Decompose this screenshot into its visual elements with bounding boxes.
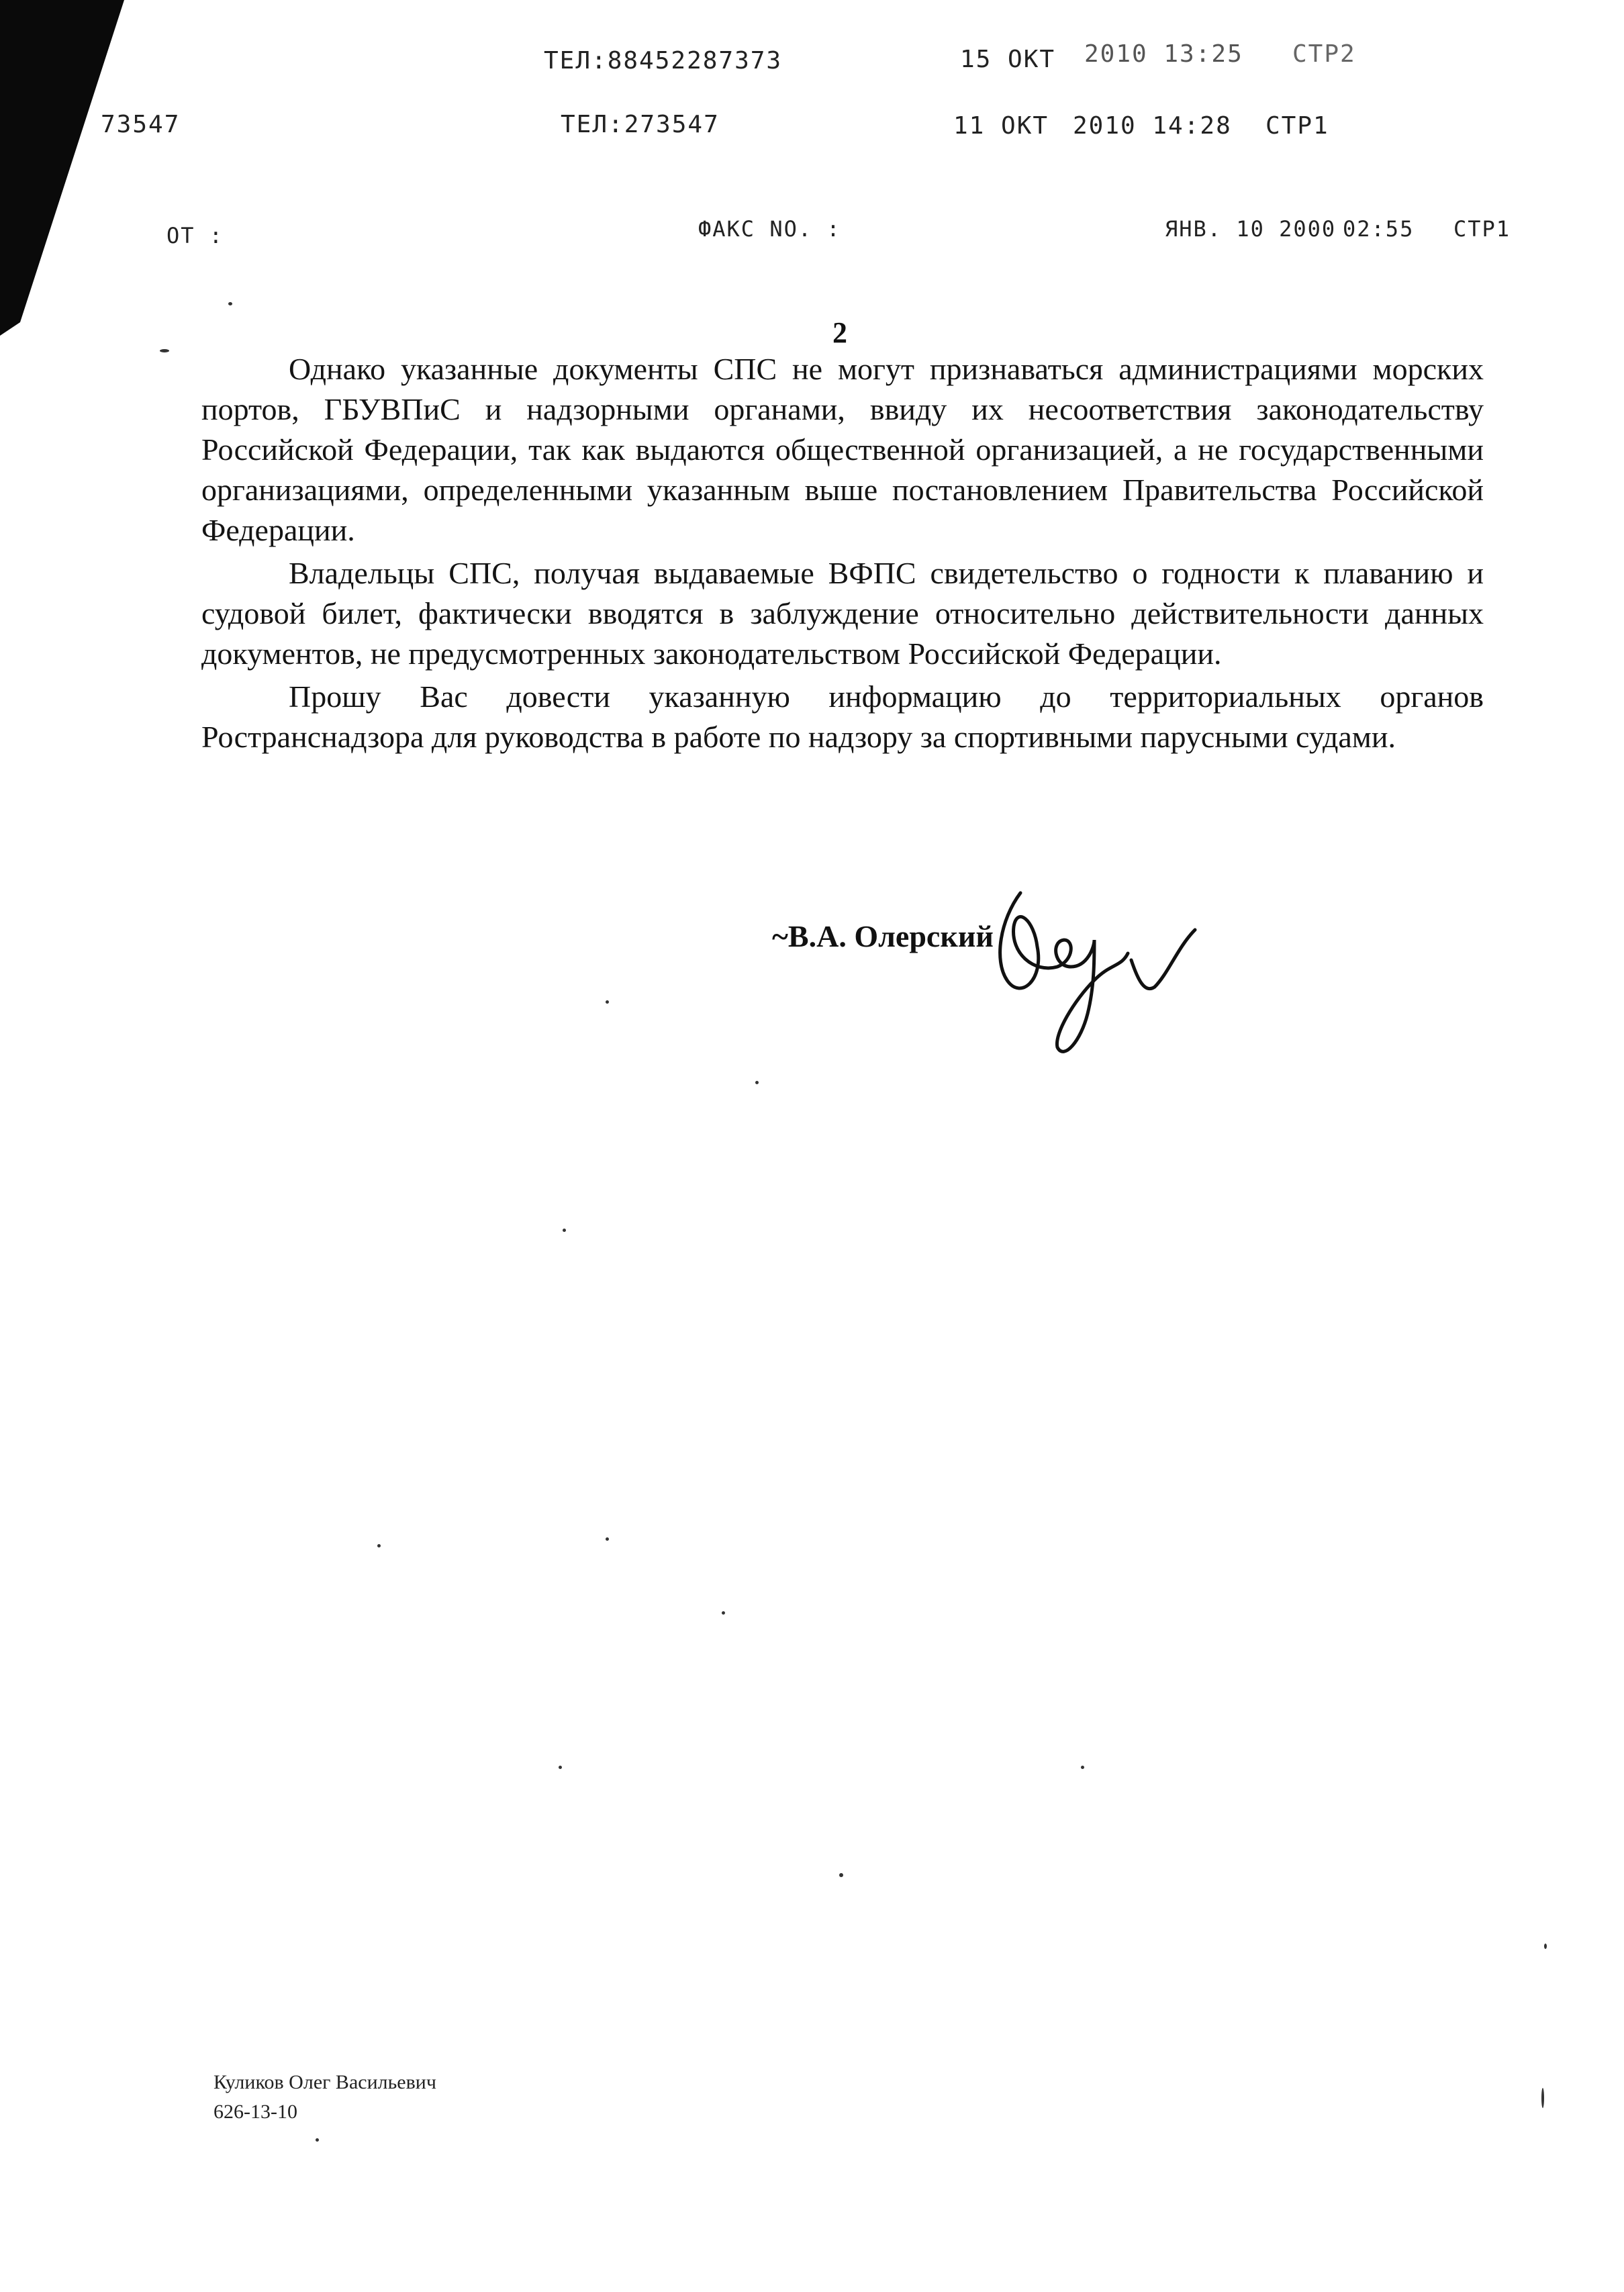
fax-header-3-fax: ФАКС NO. : (698, 216, 841, 242)
fax-header-2-date: 11 ОКТ (953, 112, 1049, 140)
executor-name: Куликов Олег Васильевич (213, 2071, 436, 2093)
fax-header-1-date: 15 ОКТ (960, 46, 1056, 73)
scan-speck (559, 1766, 562, 1769)
scan-speck (722, 1611, 725, 1615)
fax-header-2-page: СТР1 (1265, 112, 1329, 140)
scan-speck (606, 1537, 609, 1541)
fax-header-1-time: 2010 13:25 (1084, 40, 1243, 68)
scan-speck (1081, 1766, 1084, 1769)
scan-corner-shadow (0, 0, 161, 336)
fax-header-1-page: СТР2 (1292, 40, 1356, 68)
fax-header-2-left: 73547 (101, 111, 181, 138)
paragraph-2: Владельцы СПС, получая выдаваемые ВФПС свидетельство о годности к плаванию и судовой билет, фактически вводятся в заблуждение относительно действительности данных документов, не предусмотренных законодательством Российской Федерации. (201, 556, 1484, 671)
scan-speck (606, 1000, 609, 1004)
fax-header-3-page: СТР1 (1453, 216, 1511, 242)
scan-speck (1541, 2088, 1544, 2108)
scan-speck (563, 1229, 566, 1232)
executor-footer (213, 2068, 436, 2127)
scan-speck (228, 302, 232, 305)
signatory-name: ~В.А. Олерский (772, 919, 994, 953)
paragraph-3: Прошу Вас довести указанную информацию до территориальных органов Ространснадзора для руководства в работе по надзору за спортивными парусными судами. (201, 679, 1484, 754)
executor-phone: 626-13-10 (213, 2101, 297, 2123)
fax-header-2-time: 2010 14:28 (1073, 112, 1232, 140)
scan-speck (755, 1081, 759, 1084)
scan-speck (1544, 1944, 1547, 1949)
scan-speck (377, 1544, 381, 1547)
scan-speck (839, 1873, 843, 1877)
scan-speck (316, 2138, 319, 2142)
fax-header-3-time: 02:55 (1343, 216, 1415, 242)
paragraph-1: Однако указанные документы СПС не могут признаваться администрациями морских портов, ГБУВПиС и надзорными органами, ввиду их несоответствия законодательству Российской Федерации, так как выдаются общественной организацией, а не государственными организациями, определенными указанным выше постановлением Правительства Российской Федерации. (201, 352, 1484, 547)
letter-body (201, 349, 1484, 757)
scan-speck (160, 349, 169, 352)
fax-header-3-from: ОТ : (166, 223, 224, 248)
fax-header-1-tel: ТЕЛ:88452287373 (544, 47, 783, 75)
fax-header-3-date: ЯНВ. 10 2000 (1165, 216, 1337, 242)
fax-header-2-tel: ТЕЛ:273547 (561, 111, 720, 138)
handwritten-signature (994, 866, 1215, 1067)
page-number: 2 (832, 316, 847, 349)
